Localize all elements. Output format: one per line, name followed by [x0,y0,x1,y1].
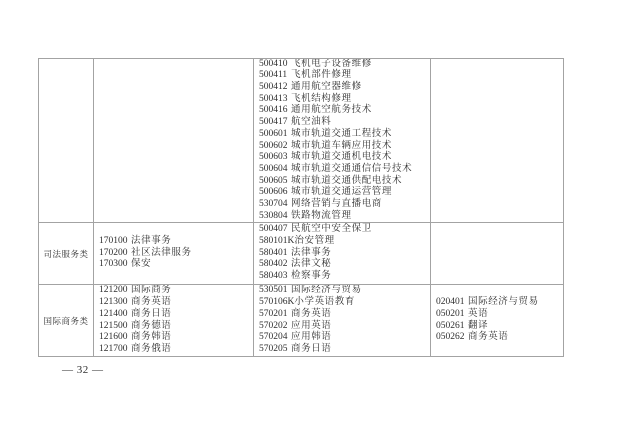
major-name: 治安管理 [294,235,335,246]
major-code: 500412 [259,82,288,93]
major-code: 121600 [99,332,128,343]
major-name: 小学英语教育 [294,297,355,308]
major-entry [99,344,253,356]
majors-list-cell [94,223,254,285]
major-name: 商务英语 [291,308,332,319]
major-code: 121300 [99,297,128,308]
major-entry [259,141,430,153]
major-entry [99,297,253,309]
major-name: 通用航空航务技术 [291,105,372,116]
majors-list-cell [94,285,254,356]
major-name: 国际经济与贸易 [291,285,362,296]
major-name: 民航空中安全保卫 [291,224,372,235]
major-entry [259,297,430,309]
major-code: 121500 [99,320,128,331]
major-name: 航空油料 [291,117,332,128]
major-code: 580401 [259,247,288,258]
majors-list-cell [254,59,431,223]
major-name: 城市轨道交通运营管理 [291,187,393,198]
major-code: 500417 [259,117,288,128]
majors-list-cell [254,223,431,285]
major-name: 应用英语 [291,320,332,331]
major-code: 500605 [259,175,288,186]
major-entry [259,187,430,199]
major-name: 网络营销与直播电商 [291,198,382,209]
major-entry [259,152,430,164]
major-entry [259,176,430,188]
major-entry [436,297,563,309]
major-entry [259,211,430,223]
major-name: 国际经济与贸易 [468,297,539,308]
major-name: 商务韩语 [131,332,172,343]
major-code: 050262 [436,332,465,343]
majors-table [38,58,564,357]
major-code: 570201 [259,308,288,319]
major-entry [259,129,430,141]
major-name: 商务英语 [468,332,509,343]
major-code: 500604 [259,163,288,174]
major-code: 050201 [436,308,465,319]
major-entry [259,236,430,248]
major-name: 飞机部件修理 [291,70,352,81]
major-entry [259,59,430,70]
major-code: 500411 [259,70,288,81]
major-code: 500602 [259,140,288,151]
major-entry [99,236,253,248]
major-code: 570205 [259,343,288,354]
major-entry [259,271,430,283]
major-entry [259,94,430,106]
majors-list-cell [254,285,431,356]
major-code: 530501 [259,285,288,296]
major-code: 500601 [259,128,288,139]
major-name: 城市轨道交通机电技术 [291,152,393,163]
major-code: 500606 [259,187,288,198]
major-name: 法律事务 [291,247,332,258]
major-name: 检察事务 [291,271,332,282]
major-entry [99,309,253,321]
major-entry [99,321,253,333]
page-number: — 32 — [62,364,104,376]
major-code: 170200 [99,247,128,258]
major-code: 500603 [259,152,288,163]
major-name: 应用韩语 [291,332,332,343]
major-code: 530804 [259,210,288,221]
major-name: 飞机结构修理 [291,93,352,104]
major-entry [99,248,253,260]
major-entry [259,105,430,117]
major-name: 铁路物流管理 [291,210,352,221]
majors-list-cell [94,59,254,223]
major-entry [259,82,430,94]
major-entry [259,321,430,333]
major-name: 通用航空器维修 [291,82,362,93]
major-entry [259,117,430,129]
major-entry [259,259,430,271]
major-name: 商务俄语 [131,343,172,354]
major-entry [259,332,430,344]
major-code: 580403 [259,271,288,282]
major-code: 570106K [259,297,295,308]
major-name: 商务德语 [131,320,172,331]
major-name: 城市轨道交通通信信号技术 [291,163,413,174]
category-cell: 司法服务类 [39,223,94,285]
major-entry [259,224,430,236]
majors-list-cell [431,285,563,356]
major-name: 商务日语 [131,308,172,319]
majors-list-cell [431,223,563,285]
major-code: 121200 [99,285,128,296]
major-code: 500413 [259,93,288,104]
major-name: 法律事务 [131,235,172,246]
major-code: 580101K [259,235,295,246]
major-entry [436,332,563,344]
major-name: 翻译 [468,320,489,331]
major-code: 500410 [259,59,288,69]
major-name: 社区法律服务 [131,247,192,258]
major-entry [259,248,430,260]
major-code: 500416 [259,105,288,116]
majors-list-cell [431,59,563,223]
major-code: 121400 [99,308,128,319]
major-code: 170300 [99,259,128,270]
major-entry [259,309,430,321]
major-code: 580402 [259,259,288,270]
major-name: 商务英语 [131,297,172,308]
major-name: 城市轨道交通供配电技术 [291,175,403,186]
major-code: 050261 [436,320,465,331]
major-entry [99,332,253,344]
major-name: 法律文秘 [291,259,332,270]
major-name: 城市轨道交通工程技术 [291,128,393,139]
major-code: 570204 [259,332,288,343]
major-code: 121700 [99,343,128,354]
major-entry [259,344,430,356]
major-entry [99,259,253,271]
major-code: 170100 [99,235,128,246]
major-name: 飞机电子设备维修 [291,59,372,69]
major-code: 020401 [436,297,465,308]
major-code: 500407 [259,224,288,235]
major-name: 保安 [131,259,152,270]
major-code: 570202 [259,320,288,331]
major-entry [99,285,253,297]
major-name: 城市轨道车辆应用技术 [291,140,393,151]
major-entry [436,309,563,321]
category-cell: 国际商务类 [39,285,94,356]
major-entry [436,321,563,333]
major-name: 商务日语 [291,343,332,354]
major-entry [259,70,430,82]
category-cell [39,59,94,223]
major-name: 国际商务 [131,285,172,296]
major-entry [259,199,430,211]
major-name: 英语 [468,308,489,319]
major-entry [259,164,430,176]
major-entry [259,285,430,297]
major-code: 530704 [259,198,288,209]
